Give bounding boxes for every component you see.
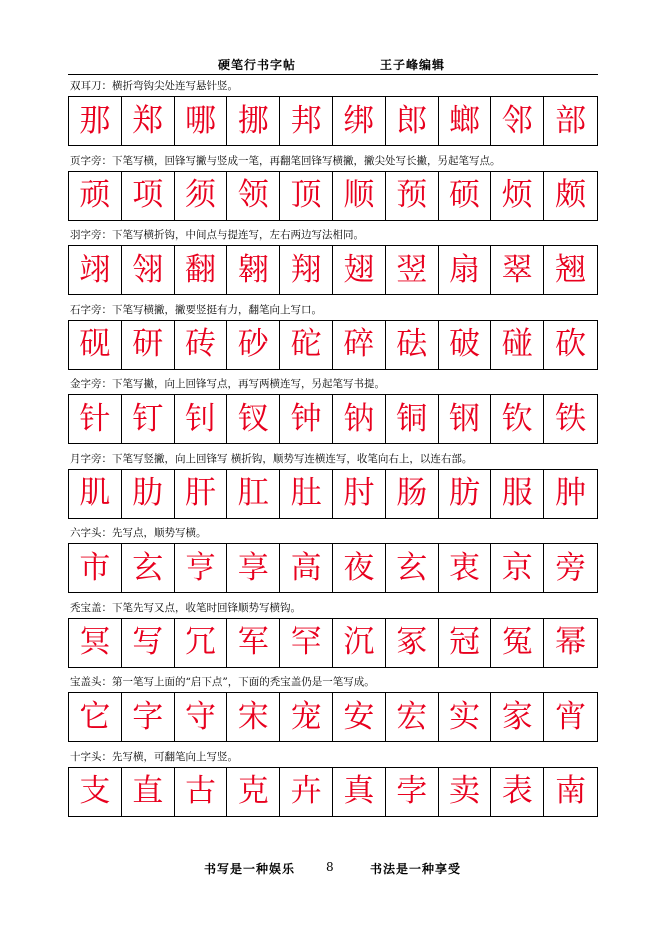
character-cell: 砚 <box>69 321 122 369</box>
practice-section <box>68 523 598 598</box>
footer-motto-right: 书法是一种享受 <box>370 862 462 876</box>
character-cell: 翻 <box>175 246 228 294</box>
character-cell: 直 <box>122 768 175 816</box>
character-grid <box>68 543 598 593</box>
character-cell: 预 <box>386 172 439 220</box>
character-cell: 支 <box>69 768 122 816</box>
character-cell: 京 <box>491 544 544 592</box>
section-caption: 月字旁：下笔写竖撇，向上回锋写 横折钩，顺势写连横连写，收笔向右上，以连右部。 <box>70 452 473 465</box>
practice-section <box>68 300 598 375</box>
character-cell: 享 <box>227 544 280 592</box>
character-cell: 冠 <box>439 619 492 667</box>
character-cell: 安 <box>333 693 386 741</box>
character-cell: 卉 <box>280 768 333 816</box>
character-cell: 宏 <box>386 693 439 741</box>
character-grid <box>68 96 598 146</box>
character-cell: 砝 <box>386 321 439 369</box>
character-cell: 冢 <box>386 619 439 667</box>
section-caption: 页字旁：下笔写横，回锋写撇与竖成一笔，再翻笔回锋写横撇，撇尖处写长撇，另起笔写点。 <box>70 154 501 167</box>
character-cell: 钟 <box>280 395 333 443</box>
character-cell: 幂 <box>555 624 587 660</box>
character-cell: 破 <box>439 321 492 369</box>
character-cell: 夜 <box>333 544 386 592</box>
character-cell: 写 <box>122 619 175 667</box>
character-cell: 翅 <box>333 246 386 294</box>
character-grid <box>68 245 598 295</box>
character-cell: 冤 <box>491 619 544 667</box>
character-cell: 翎 <box>122 246 175 294</box>
character-grid <box>68 171 598 221</box>
character-cell: 冥 <box>69 619 122 667</box>
character-grid <box>68 618 598 668</box>
character-grid <box>68 469 598 519</box>
character-cell: 研 <box>122 321 175 369</box>
character-cell: 哪 <box>175 97 228 145</box>
character-cell: 亨 <box>175 544 228 592</box>
character-cell: 砖 <box>175 321 228 369</box>
character-cell: 郎 <box>386 97 439 145</box>
character-cell: 沉 <box>333 619 386 667</box>
character-cell: 肪 <box>439 470 492 518</box>
character-cell: 针 <box>69 395 122 443</box>
character-cell: 钠 <box>333 395 386 443</box>
character-cell: 邦 <box>280 97 333 145</box>
character-cell: 衷 <box>439 544 492 592</box>
character-cell: 钦 <box>491 395 544 443</box>
character-cell: 翱 <box>227 246 280 294</box>
character-cell: 玄 <box>386 544 439 592</box>
practice-section <box>68 151 598 226</box>
character-cell: 顶 <box>280 172 333 220</box>
character-cell: 硕 <box>439 172 492 220</box>
character-grid <box>68 692 598 742</box>
practice-section <box>68 225 598 300</box>
practice-section <box>68 672 598 747</box>
practice-section <box>68 449 598 524</box>
practice-section <box>68 598 598 673</box>
character-cell: 肘 <box>333 470 386 518</box>
character-cell: 守 <box>175 693 228 741</box>
practice-section <box>68 747 598 822</box>
page-header <box>68 56 598 76</box>
section-caption: 金字旁：下笔写撇，向上回锋写点，再写两横连写，另起笔写书提。 <box>70 378 385 390</box>
character-cell: 服 <box>491 470 544 518</box>
editor-credit: 王子峰编辑 <box>380 58 446 72</box>
character-cell: 真 <box>333 768 386 816</box>
character-cell: 字 <box>122 693 175 741</box>
character-cell: 军 <box>227 619 280 667</box>
character-cell: 领 <box>227 172 280 220</box>
section-caption: 石字旁：下笔写横撇，撇要竖挺有力，翻笔向上写口。 <box>70 303 322 316</box>
character-cell: 孛 <box>386 768 439 816</box>
character-cell: 碎 <box>333 321 386 369</box>
character-cell: 肛 <box>227 470 280 518</box>
character-cell: 那 <box>69 97 122 145</box>
character-cell: 钢 <box>439 395 492 443</box>
character-cell: 南 <box>555 773 587 809</box>
section-caption: 六字头：先写点，顺势写横。 <box>70 527 207 539</box>
character-cell: 肚 <box>280 470 333 518</box>
character-cell: 肿 <box>555 475 587 511</box>
character-cell: 扇 <box>439 246 492 294</box>
character-cell: 项 <box>122 172 175 220</box>
character-cell: 冗 <box>175 619 228 667</box>
character-cell: 肝 <box>175 470 228 518</box>
character-grid <box>68 320 598 370</box>
practice-sections <box>68 76 598 821</box>
practice-section <box>68 76 598 151</box>
character-cell: 邻 <box>491 97 544 145</box>
footer-motto-left: 书写是一种娱乐 <box>204 862 296 876</box>
header-rule <box>68 74 598 75</box>
book-title: 硬笔行书字帖 <box>218 58 297 72</box>
character-cell: 翊 <box>69 246 122 294</box>
character-cell: 碰 <box>491 321 544 369</box>
section-caption: 宝盖头：第一笔写上面的“启下点”，下面的秃宝盖仍是一笔写成。 <box>70 676 375 688</box>
character-cell: 烦 <box>491 172 544 220</box>
character-cell: 宵 <box>555 698 587 735</box>
character-cell: 顺 <box>333 172 386 220</box>
character-cell: 肋 <box>122 470 175 518</box>
character-cell: 砣 <box>280 321 333 369</box>
character-cell: 螂 <box>439 97 492 145</box>
character-cell: 它 <box>69 693 122 741</box>
character-cell: 砍 <box>555 326 587 362</box>
character-cell: 翘 <box>555 251 587 288</box>
character-cell: 钉 <box>122 395 175 443</box>
character-cell: 翠 <box>491 246 544 294</box>
character-cell: 肌 <box>69 470 122 518</box>
character-cell: 顽 <box>69 172 122 220</box>
practice-section <box>68 374 598 449</box>
page-footer <box>68 860 598 880</box>
character-cell: 家 <box>491 693 544 741</box>
character-cell: 克 <box>227 768 280 816</box>
character-cell: 实 <box>439 693 492 741</box>
character-cell: 宠 <box>280 693 333 741</box>
section-caption: 双耳刀：横折弯钩尖处连写悬针竖。 <box>70 80 238 92</box>
character-cell: 卖 <box>439 768 492 816</box>
character-cell: 须 <box>175 172 228 220</box>
character-cell: 郑 <box>122 97 175 145</box>
section-caption: 羽字旁：下笔写横折钩，中间点与提连写，左右两边写法相同。 <box>70 229 364 241</box>
character-cell: 钊 <box>175 395 228 443</box>
character-grid <box>68 767 598 817</box>
character-cell: 绑 <box>333 97 386 145</box>
character-cell: 翔 <box>280 246 333 294</box>
character-cell: 表 <box>491 768 544 816</box>
character-cell: 铜 <box>386 395 439 443</box>
character-cell: 铁 <box>555 400 587 437</box>
character-cell: 肠 <box>386 470 439 518</box>
character-cell: 旁 <box>555 549 587 586</box>
character-cell: 砂 <box>227 321 280 369</box>
character-cell: 玄 <box>122 544 175 592</box>
character-cell: 部 <box>555 102 587 139</box>
character-cell: 钗 <box>227 395 280 443</box>
section-caption: 秃宝盖：下笔先写又点，收笔时回锋顺势写横钩。 <box>70 601 301 614</box>
character-cell: 挪 <box>227 97 280 145</box>
character-grid <box>68 394 598 444</box>
section-caption: 十字头：先写横，可翻笔向上写竖。 <box>70 750 238 763</box>
page-number: 8 <box>326 860 334 874</box>
character-cell: 罕 <box>280 619 333 667</box>
character-cell: 颇 <box>555 177 587 213</box>
character-cell: 翌 <box>386 246 439 294</box>
character-cell: 宋 <box>227 693 280 741</box>
character-cell: 市 <box>69 544 122 592</box>
character-cell: 高 <box>280 544 333 592</box>
character-cell: 古 <box>175 768 228 816</box>
